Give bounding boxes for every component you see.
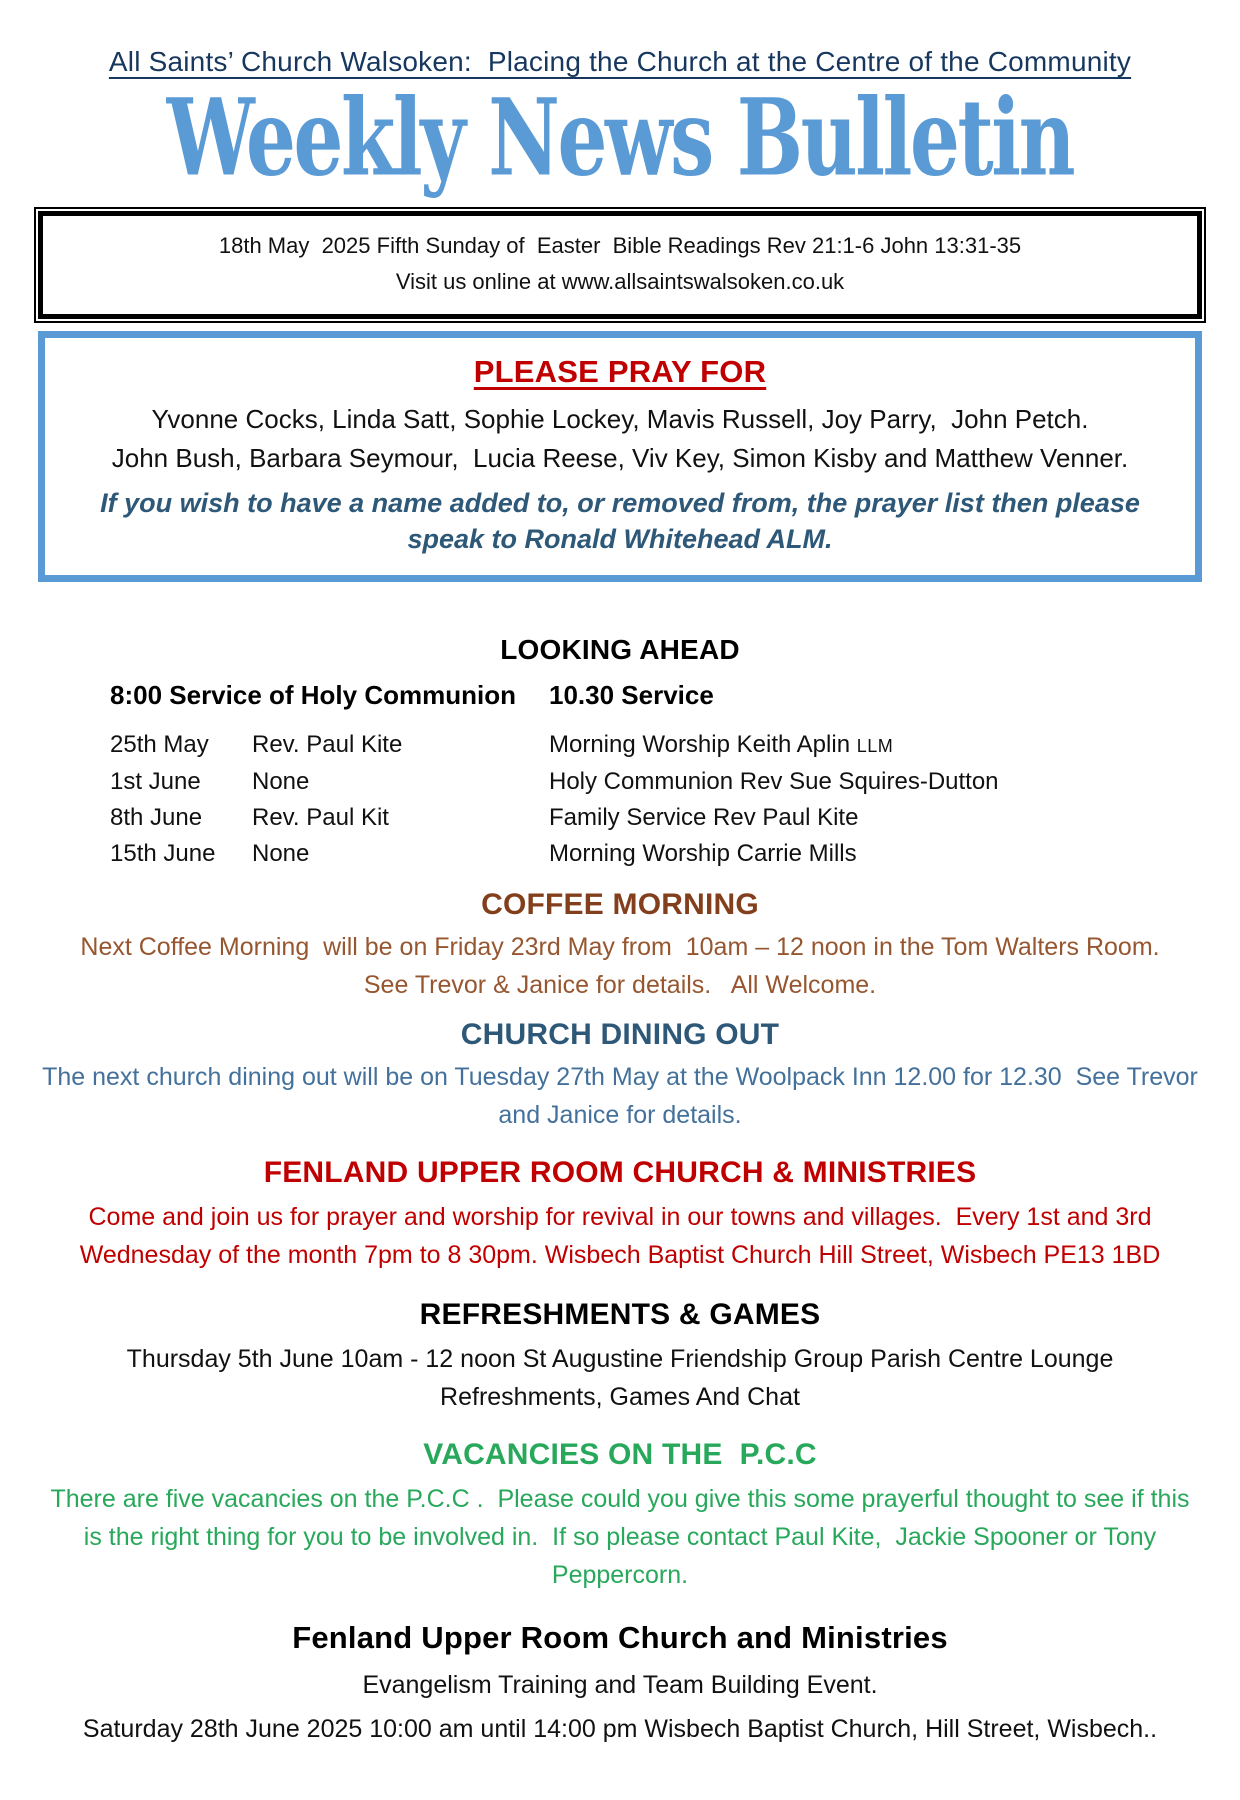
fenland-event-line2: Saturday 28th June 2025 10:00 am until 14:00 pm Wisbech Baptist Church, Hill Street, Wisbech.. xyxy=(82,1714,1158,1743)
row-date: 25th May xyxy=(110,730,209,758)
row-service: Morning Worship Carrie Mills xyxy=(549,839,857,867)
refreshments-line2: Refreshments, Games And Chat xyxy=(440,1382,800,1411)
row-date: 1st June xyxy=(110,767,201,795)
vacancies-pcc-heading: VACANCIES ON THE P.C.C xyxy=(423,1437,817,1471)
row-date: 8th June xyxy=(110,803,203,831)
info-line-date-readings: 18th May 2025 Fifth Sunday of Easter Bible Readings Rev 21:1-6 John 13:31-35 xyxy=(218,232,1022,258)
row-celebrant: Rev. Paul Kite xyxy=(252,730,403,758)
prayer-heading: PLEASE PRAY FOR xyxy=(473,353,767,389)
coffee-morning-line1: Next Coffee Morning will be on Friday 23rd May from 10am – 12 noon in the Tom Walters Room. xyxy=(80,932,1160,961)
table-row xyxy=(110,727,1180,764)
row-celebrant: None xyxy=(252,767,310,795)
church-dining-out-body: The next church dining out will be on Tuesday 27th May at the Woolpack Inn 12.00 for 12.30 See Trevor and Janice for details. xyxy=(42,1062,1205,1129)
row-service xyxy=(549,727,1180,764)
fenland-event-heading: Fenland Upper Room Church and Ministries xyxy=(292,1619,948,1655)
info-box xyxy=(38,211,1202,319)
prayer-note: If you wish to have a name added to, or removed from, the prayer list then please speak to Ronald Whitehead ALM. xyxy=(100,487,1148,554)
fenland-upper-room-heading: FENLAND UPPER ROOM CHURCH & MINISTRIES xyxy=(263,1155,977,1189)
row-service: Holy Communion Rev Sue Squires-Dutton xyxy=(549,767,999,795)
prayer-names-line2: John Bush, Barbara Seymour, Lucia Reese, Viv Key, Simon Kisby and Matthew Venner. xyxy=(111,442,1129,473)
fenland-upper-room-body: Come and join us for prayer and worship for revival in our towns and villages. Every 1st and 3rd Wednesday of the month 7pm to 8 30pm. Wisbech Baptist Church Hill Street, Wisbech PE13 1BD xyxy=(79,1202,1161,1269)
services-table-header xyxy=(110,680,1180,711)
column-header-1030-service: 10.30 Service xyxy=(549,679,714,710)
table-row xyxy=(110,836,1180,872)
bulletin-page xyxy=(0,46,1240,1800)
coffee-morning-body xyxy=(40,928,1200,1004)
fenland-event-line1: Evangelism Training and Team Building Event. xyxy=(362,1670,878,1699)
refreshments-games-body xyxy=(40,1340,1200,1416)
masthead-title: All Saints’ Church Walsoken: Placing the Church at the Centre of the Community xyxy=(108,46,1132,77)
prayer-box xyxy=(38,331,1202,582)
row-celebrant: Rev. Paul Kit xyxy=(252,803,389,831)
refreshments-line1: Thursday 5th June 10am - 12 noon St Augustine Friendship Group Parish Centre Lounge xyxy=(126,1344,1114,1373)
services-table xyxy=(110,680,1180,872)
coffee-morning-heading: COFFEE MORNING xyxy=(481,887,759,921)
prayer-names-line1: Yvonne Cocks, Linda Satt, Sophie Lockey, Mavis Russell, Joy Parry, John Petch. xyxy=(151,403,1089,434)
looking-ahead-heading: LOOKING AHEAD xyxy=(500,633,740,665)
table-row xyxy=(110,800,1180,836)
row-service-suffix: LLM xyxy=(856,735,894,756)
row-service-text: Morning Worship Keith Aplin xyxy=(549,730,857,758)
info-line-website: Visit us online at www.allsaintswalsoken.co.uk xyxy=(395,268,845,294)
refreshments-games-heading: REFRESHMENTS & GAMES xyxy=(419,1297,821,1331)
fenland-event-body xyxy=(40,1666,1200,1748)
page-title: Weekly News Bulletin xyxy=(166,76,1074,201)
row-date: 15th June xyxy=(110,839,216,867)
table-row xyxy=(110,764,1180,800)
column-header-8am-service: 8:00 Service of Holy Communion xyxy=(110,679,516,710)
row-celebrant: None xyxy=(252,839,310,867)
church-dining-out-heading: CHURCH DINING OUT xyxy=(460,1017,780,1051)
coffee-morning-line2: See Trevor & Janice for details. All Welcome. xyxy=(363,970,877,999)
row-service: Family Service Rev Paul Kite xyxy=(549,803,859,831)
vacancies-pcc-body: There are five vacancies on the P.C.C . Please could you give this some prayerful thought to see if this is the right thing for you to be involved in. If so please contact Paul Kite, Jackie Spooner or Tony Peppercorn. xyxy=(50,1484,1197,1589)
